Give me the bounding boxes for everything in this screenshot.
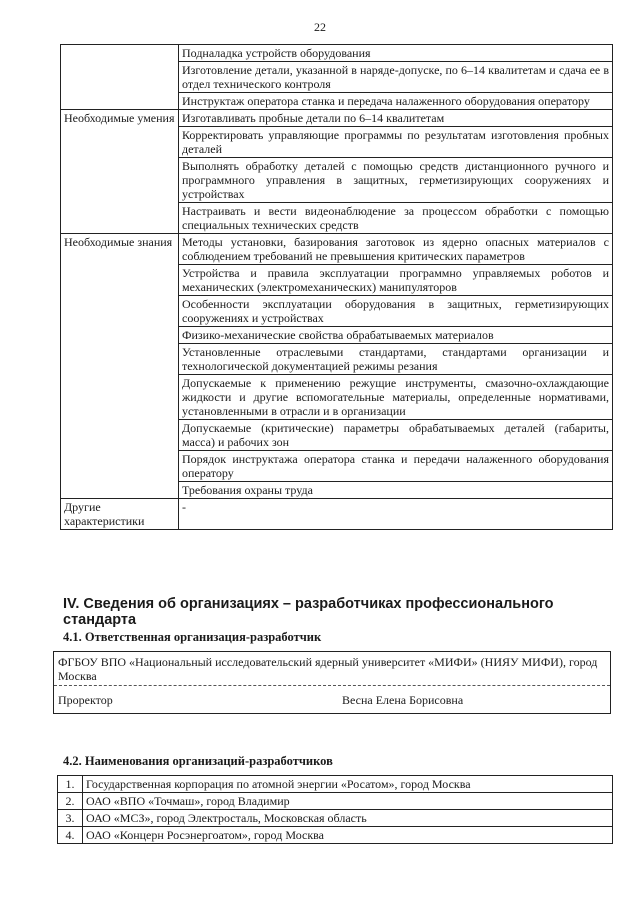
row-item: Порядок инструктажа оператора станка и передачи налаженного оборудования оператору	[179, 451, 613, 482]
functions-table	[60, 44, 613, 530]
row-item: Корректировать управляющие программы по результатам изготовления пробных деталей	[179, 127, 613, 158]
row-item: Изготавливать пробные детали по 6–14 квалитетам	[179, 110, 613, 127]
developer-name: ОАО «МСЗ», город Электросталь, Московская область	[83, 810, 613, 827]
developer-number: 2.	[58, 793, 83, 810]
section-title: IV. Сведения об организациях – разработчиках профессионального стандарта	[63, 596, 554, 628]
row-item: Допускаемые к применению режущие инструменты, смазочно-охлаждающие жидкости и другие вспомогательные материалы, определенные нормативами, установленными в отрасли и в организации	[179, 375, 613, 420]
responsible-org-name: ФГБОУ ВПО «Национальный исследовательский ядерный университет «МИФИ» (НИЯУ МИФИ), город Москва	[58, 655, 598, 683]
responsible-org-title: 4.1. Ответственная организация-разработчик	[63, 630, 322, 644]
row-label	[61, 45, 179, 110]
row-item: Инструктаж оператора станка и передача налаженного оборудования оператору	[179, 93, 613, 110]
row-item: Допускаемые (критические) параметры обрабатываемых деталей (габариты, масса) и рабочих зон	[179, 420, 613, 451]
developer-row	[58, 810, 613, 827]
dashed-divider	[54, 685, 610, 686]
row-label: Необходимые умения	[61, 110, 179, 234]
row-item: Установленные отраслевыми стандартами, стандартами организации и технологической документацией режимы резания	[179, 344, 613, 375]
row-item: Особенности эксплуатации оборудования в защитных, герметизирующих сооружениях и устройствах	[179, 296, 613, 327]
row-item: Изготовление детали, указанной в наряде-допуске, по 6–14 квалитетам и сдача ее в отдел технического контроля	[179, 62, 613, 93]
page-number: 22	[314, 20, 326, 34]
developer-row	[58, 776, 613, 793]
developer-number: 1.	[58, 776, 83, 793]
row-item: Настраивать и вести видеонаблюдение за процессом обработки с помощью специальных технических средств	[179, 203, 613, 234]
responsible-person: Весна Елена Борисовна	[342, 693, 464, 707]
responsible-role: Проректор	[58, 693, 113, 707]
developer-number: 3.	[58, 810, 83, 827]
developers-table	[57, 775, 613, 844]
row-item: Требования охраны труда	[179, 482, 613, 499]
row-item: Физико-механические свойства обрабатываемых материалов	[179, 327, 613, 344]
responsible-org-box	[53, 651, 611, 714]
developer-number: 4.	[58, 827, 83, 844]
table-row	[61, 234, 613, 265]
table-row	[61, 499, 613, 530]
row-item: Подналадка устройств оборудования	[179, 45, 613, 62]
table-row	[61, 110, 613, 127]
row-item: Устройства и правила эксплуатации программно управляемых роботов и механических (электромеханических) манипуляторов	[179, 265, 613, 296]
developers-title: 4.2. Наименования организаций-разработчиков	[63, 754, 333, 768]
developer-row	[58, 793, 613, 810]
developer-name: ОАО «ВПО «Точмаш», город Владимир	[83, 793, 613, 810]
row-item: Выполнять обработку деталей с помощью средств дистанционного ручного и программного управления в защитных, герметизирующих сооружениях и устройствах	[179, 158, 613, 203]
row-item: -	[179, 499, 613, 530]
table-row	[61, 45, 613, 62]
developer-name: Государственная корпорация по атомной энергии «Росатом», город Москва	[83, 776, 613, 793]
row-label: Необходимые знания	[61, 234, 179, 499]
row-label: Другие характеристики	[61, 499, 179, 530]
developer-row	[58, 827, 613, 844]
row-item: Методы установки, базирования заготовок из ядерно опасных материалов с соблюдением требований не превышения критических параметров	[179, 234, 613, 265]
developer-name: ОАО «Концерн Росэнергоатом», город Москва	[83, 827, 613, 844]
